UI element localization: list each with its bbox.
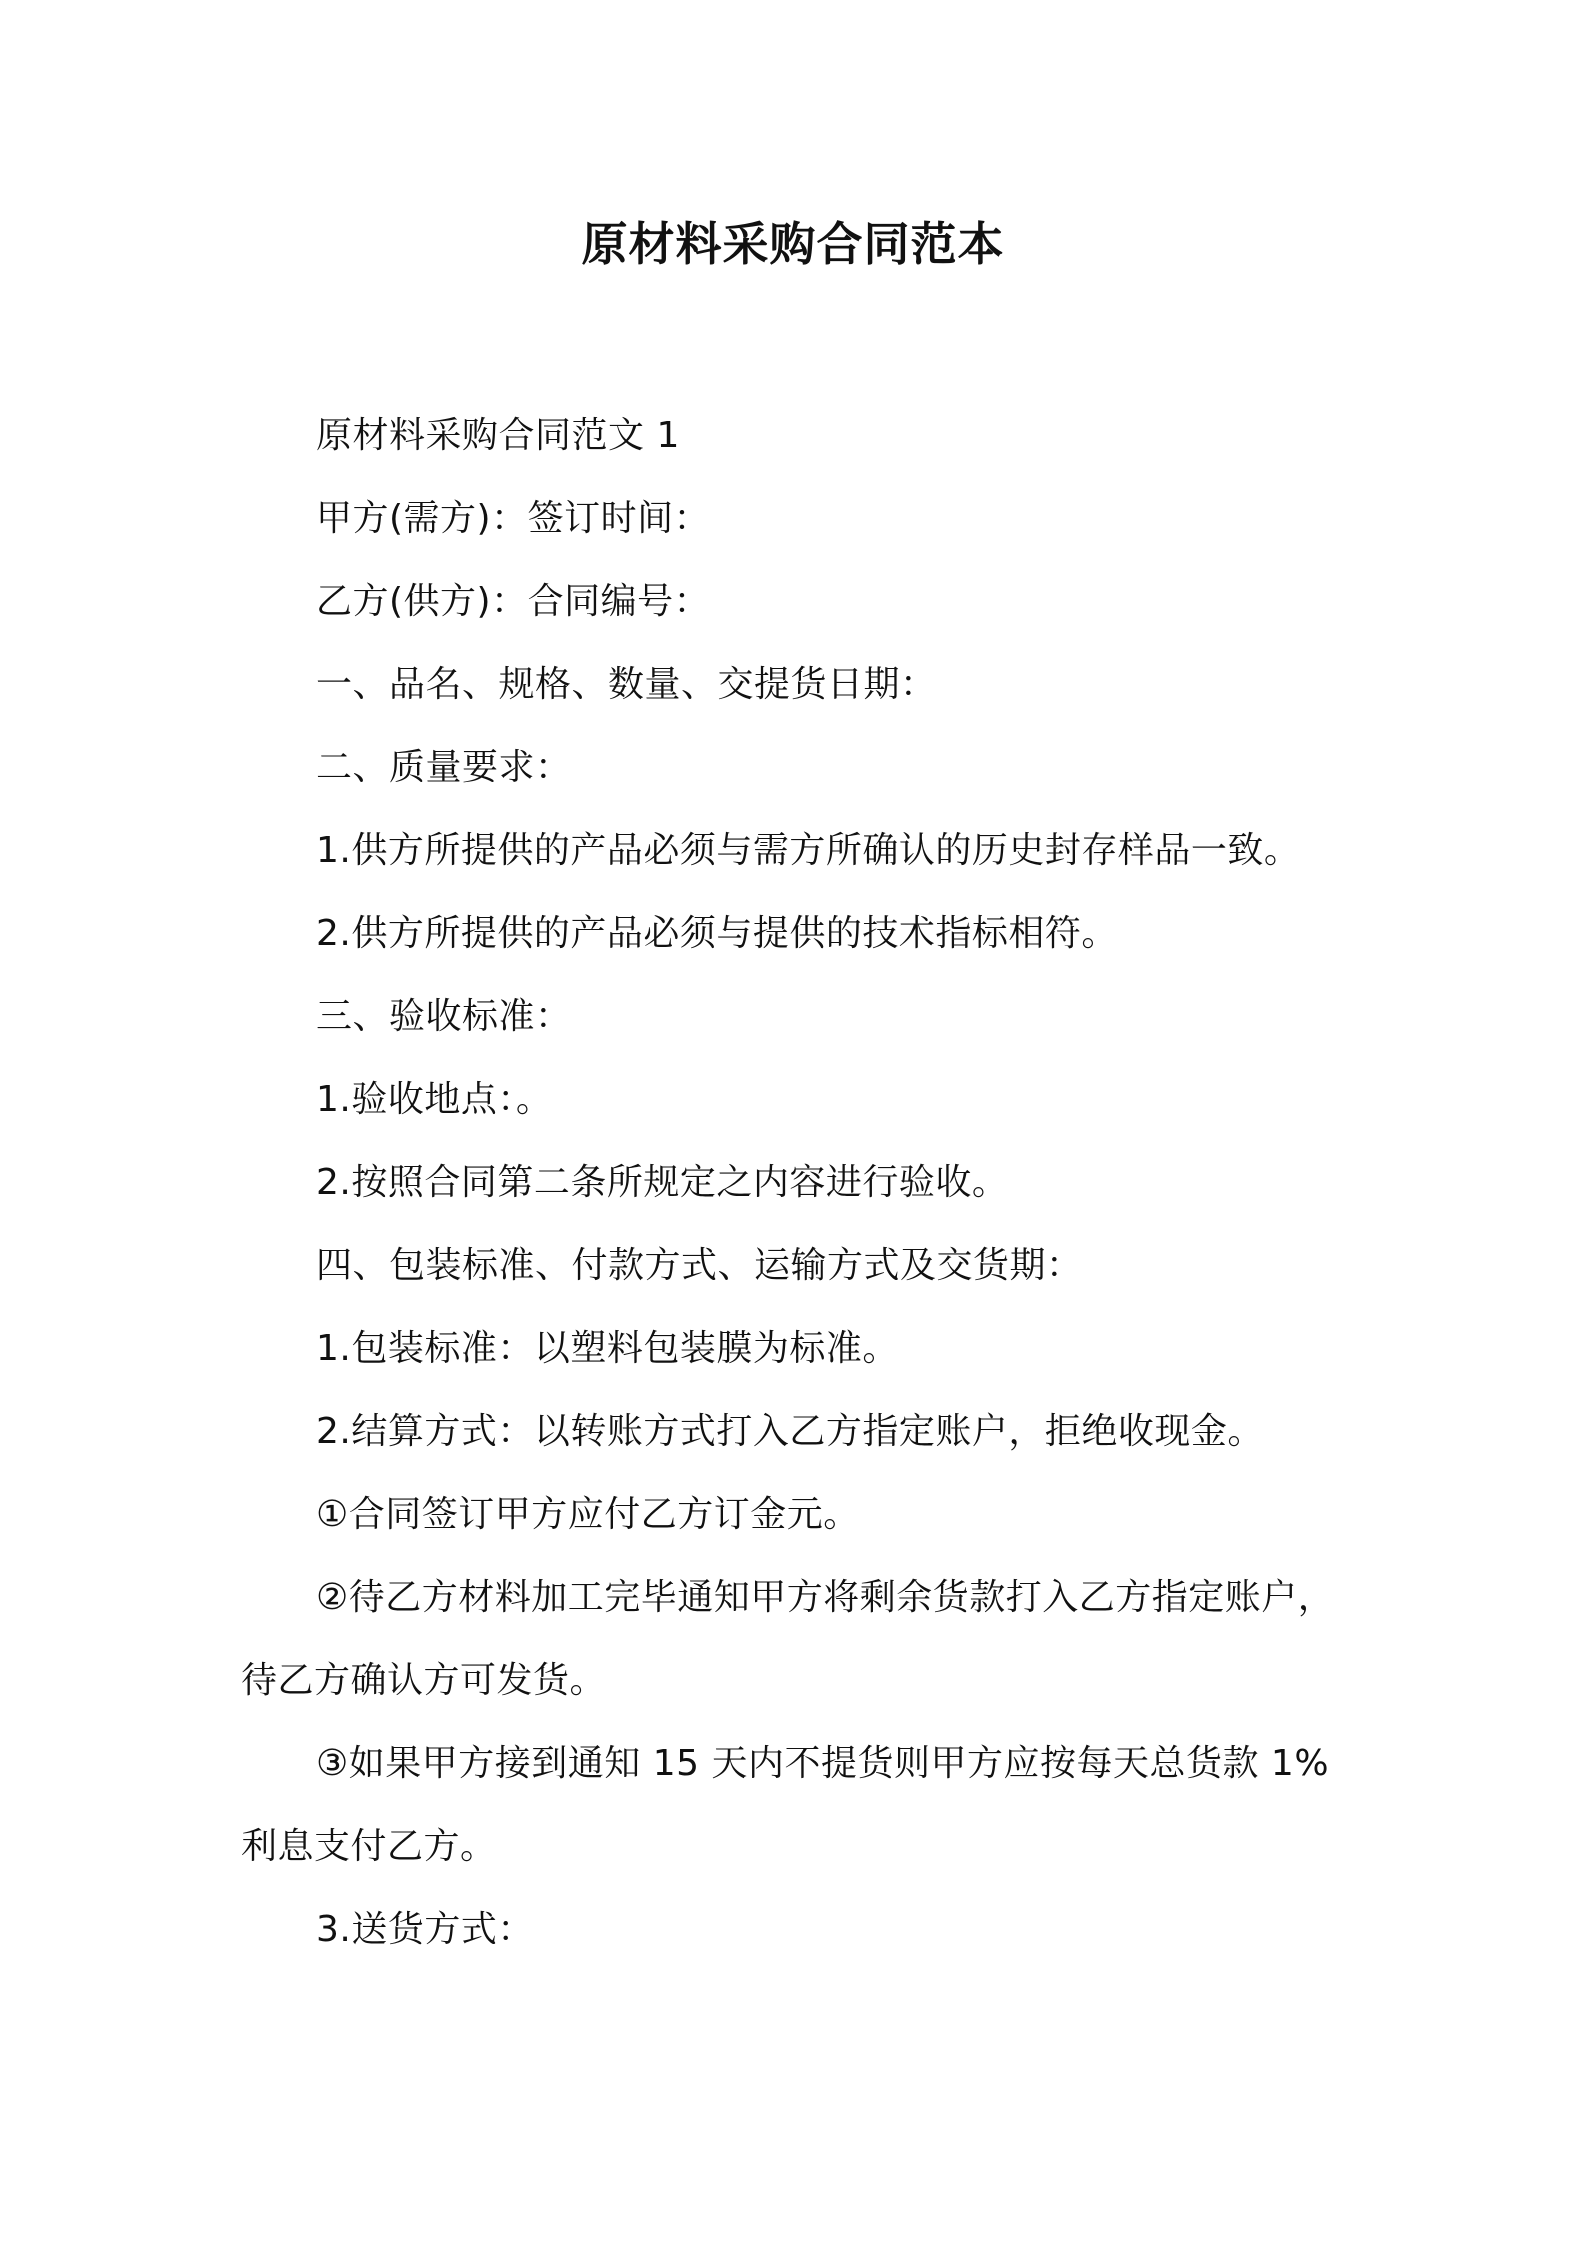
acceptance-clause-1: 1.验收地点：。: [316, 1079, 553, 1120]
document-title: 原材料采购合同范本: [581, 217, 1005, 271]
quality-clause-2: 2.供方所提供的产品必须与提供的技术指标相符。: [316, 913, 1118, 954]
remaining-payment-clause: ②待乙方材料加工完毕通知甲方将剩余货款打入乙方指定账户，待乙方确认方可发货。: [241, 1577, 1335, 1701]
late-pickup-clause: ③如果甲方接到通知 15 天内不提货则甲方应按每天总货款 1%利息支付乙方。: [241, 1743, 1330, 1867]
packaging-clause: 1.包装标准：以塑料包装膜为标准。: [316, 1328, 899, 1369]
party-a-line: 甲方(需方)：签订时间：: [316, 498, 711, 539]
section-4-heading: 四、包装标准、付款方式、运输方式及交货期：: [316, 1245, 1083, 1286]
contract-sample-heading: 原材料采购合同范文 1: [316, 415, 680, 456]
party-b-line: 乙方(供方)：合同编号：: [316, 581, 711, 622]
settlement-clause: 2.结算方式：以转账方式打入乙方指定账户，拒绝收现金。: [316, 1411, 1264, 1452]
deposit-clause: ①合同签订甲方应付乙方订金元。: [316, 1494, 860, 1535]
quality-clause-1: 1.供方所提供的产品必须与需方所确认的历史封存样品一致。: [316, 830, 1301, 871]
section-3-heading: 三、验收标准：: [316, 996, 572, 1037]
acceptance-clause-2: 2.按照合同第二条所规定之内容进行验收。: [316, 1162, 1009, 1203]
delivery-method-clause: 3.送货方式：: [316, 1909, 534, 1950]
section-2-heading: 二、质量要求：: [316, 747, 572, 788]
section-1-heading: 一、品名、规格、数量、交提货日期：: [316, 664, 937, 705]
